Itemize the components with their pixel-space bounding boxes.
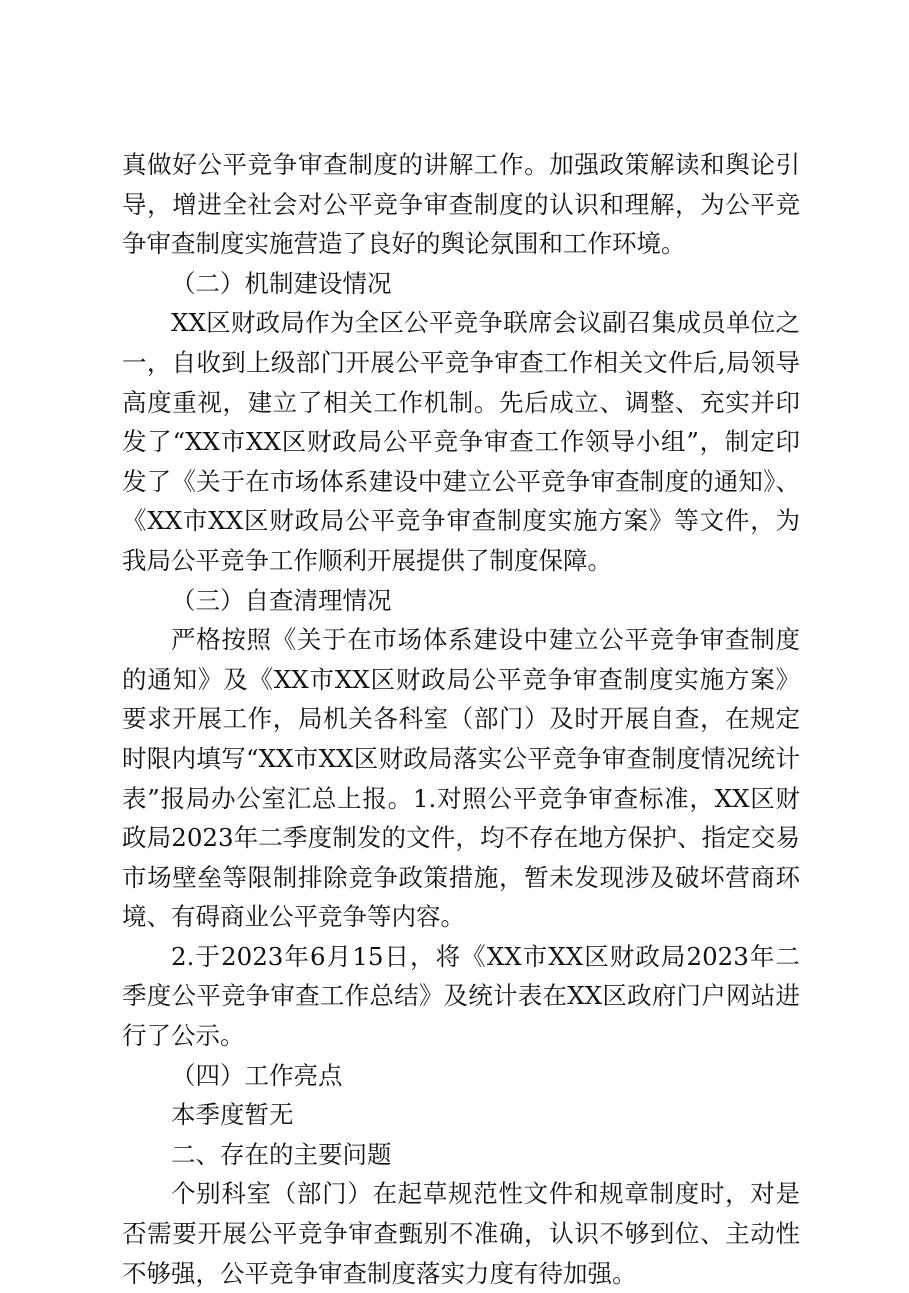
paragraph-mechanism: XX区财政局作为全区公平竞争联席会议副召集成员单位之一，自收到上级部门开展公平竞争审查工作相关文件后,局领导高度重视，建立了相关工作机制。先后成立、调整、充实并印发了“XX市XX区财政局公平竞争审查工作领导小组”，制定印发了《关于在市场体系建设中建立公平竞争审查制度的通知》、《XX市XX区财政局公平竞争审查制度实施方案》等文件，为我局公平竞争工作顺利开展提供了制度保障。 (122, 308, 800, 575)
section-heading-mechanism: （二）机制建设情况 (171, 268, 392, 298)
section-heading-highlights: （四）工作亮点 (171, 1060, 343, 1090)
paragraph-continued: 真做好公平竞争审查制度的讲解工作。加强政策解读和舆论引导，增进全社会对公平竞争审查制度的认识和理解，为公平竞争审查制度实施营造了良好的舆论氛围和工作环境。 (122, 150, 800, 259)
paragraph-publication: 2.于2023年6月15日，将《XX市XX区财政局2023年二季度公平竞争审查工作总结》及统计表在XX区政府门户网站进行了公示。 (122, 941, 800, 1051)
paragraph-self-check: 严格按照《关于在市场体系建设中建立公平竞争审查制度的通知》及《XX市XX区财政局公平竞争审查制度实施方案》要求开展工作，局机关各科室（部门）及时开展自查，在规定时限内填写“XX市XX区财政局落实公平竞争审查制度情况统计表”报局办公室汇总上报。1.对照公平竞争审查标准，XX区财政局2023年二季度制发的文件，均不存在地方保护、指定交易市场壁垒等限制排除竞争政策措施，暂未发现涉及破坏营商环境、有碍商业公平竞争等内容。 (122, 625, 800, 932)
paragraph-highlights: 本季度暂无 (171, 1100, 294, 1130)
section-heading-self-check: （三）自查清理情况 (171, 585, 392, 615)
document-body (122, 145, 800, 1293)
section-heading-problems: 二、存在的主要问题 (171, 1139, 392, 1169)
paragraph-problems: 个别科室（部门）在起草规范性文件和规章制度时，对是否需要开展公平竞争审查甄别不准确，认识不够到位、主动性不够强，公平竞争审查制度落实力度有待加强。 (122, 1179, 800, 1288)
